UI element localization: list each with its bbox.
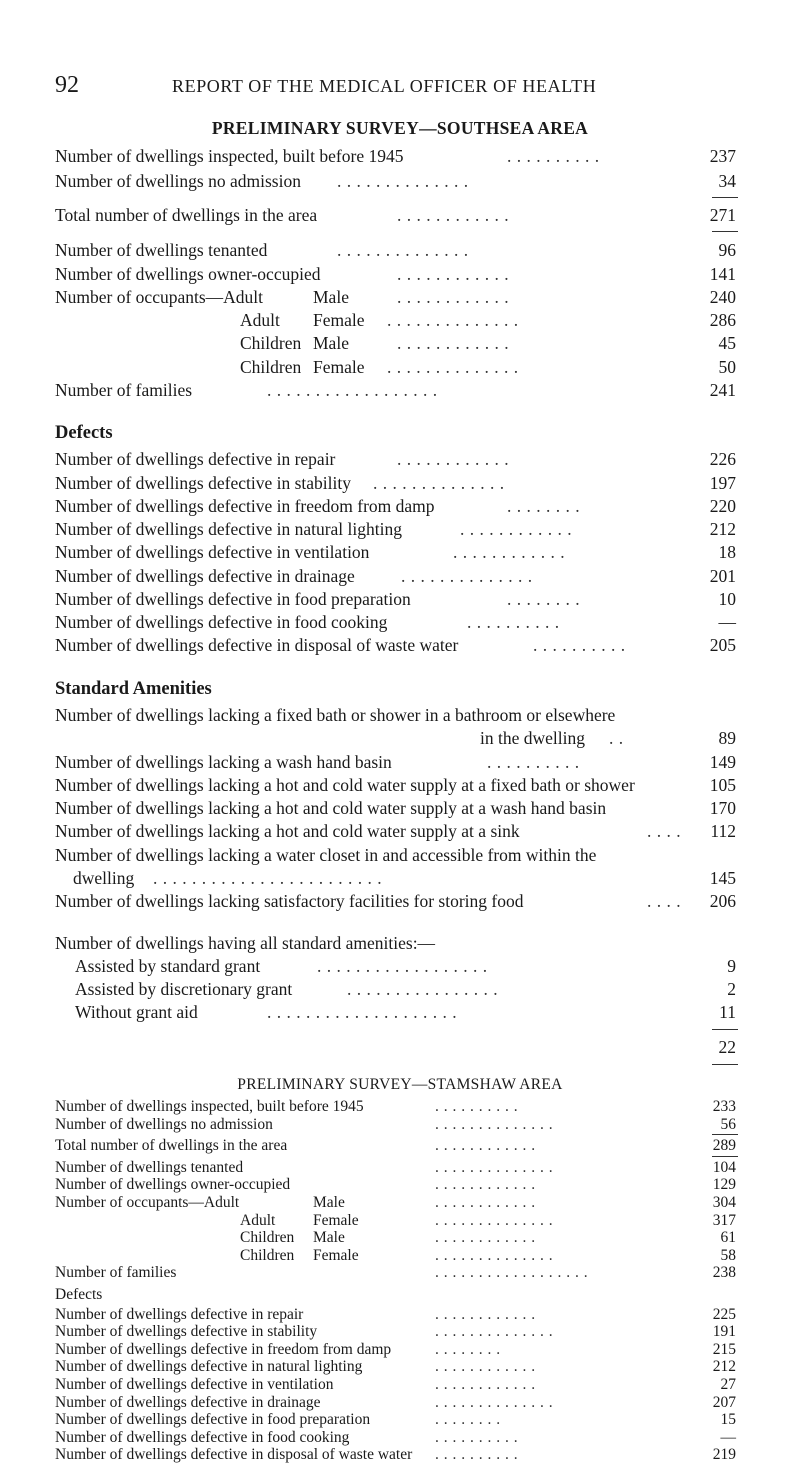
row-label: Number of dwellings lacking a hot and cold water supply at a wash hand basin <box>55 798 607 819</box>
subtotal-rule <box>712 1134 738 1135</box>
leader-dots: . . <box>609 728 624 749</box>
row-label: Number of dwellings defective in freedom from damp <box>55 1340 392 1358</box>
leader-dots: . . . . . . . . . . . . . . <box>435 1323 554 1341</box>
row-value: 34 <box>718 170 736 191</box>
southsea-no-admission-row <box>55 170 736 192</box>
row-category: Children <box>240 333 302 354</box>
row-label: Number of dwellings defective in stability <box>55 1323 318 1341</box>
leader-dots: . . . . . . . . . . . . . . <box>373 472 505 493</box>
stamshaw-occupants-children-male-row <box>55 1229 736 1247</box>
row-value: 237 <box>709 146 736 167</box>
row-value: 205 <box>709 635 736 656</box>
row-value: 149 <box>709 751 736 772</box>
row-label: Number of dwellings defective in food preparation <box>55 1411 371 1429</box>
stamshaw-section-title: PRELIMINARY SURVEY—STAMSHAW AREA <box>237 1076 563 1093</box>
southsea-amenity-fixed-bath-cont-row <box>55 727 736 749</box>
southsea-amenity-wc-row <box>55 844 736 866</box>
row-value: 22 <box>718 1036 736 1057</box>
row-label: Number of dwellings lacking a water closet in and accessible from within the <box>55 844 597 865</box>
row-value: 191 <box>712 1323 736 1341</box>
leader-dots: . . . . . . . . . . <box>467 612 560 633</box>
leader-dots: . . . . . . . . . . . . <box>397 286 510 307</box>
row-label: Number of dwellings defective in disposal of waste water <box>55 1446 413 1464</box>
southsea-defect-row <box>55 518 736 540</box>
southsea-amenity-row <box>55 774 736 796</box>
stamshaw-occupants-adult-male-row <box>55 1194 736 1212</box>
southsea-defect-row <box>55 611 736 633</box>
leader-dots: . . . . . . . . . . . . . . <box>435 1158 554 1176</box>
subtotal-rule <box>712 1029 738 1030</box>
southsea-amenities-heading: Standard Amenities <box>55 678 212 699</box>
leader-dots: . . . . . . . . <box>435 1340 501 1358</box>
row-value: — <box>720 1428 736 1446</box>
row-value: — <box>718 612 736 633</box>
leader-dots: . . . . . . . . . . . . <box>435 1305 536 1323</box>
row-value: 271 <box>709 204 736 225</box>
row-category: Adult <box>240 310 280 331</box>
stamshaw-occupants-adult-female-row <box>55 1212 736 1230</box>
southsea-occupants-adult-male-row <box>55 286 736 308</box>
row-label: Number of dwellings owner-occupied <box>55 263 321 284</box>
row-label: Number of dwellings defective in food preparation <box>55 588 411 609</box>
row-value: 50 <box>718 356 736 377</box>
stamshaw-occupants-children-female-row <box>55 1247 736 1265</box>
leader-dots: . . . . . . . . . . <box>487 751 580 772</box>
leader-dots: . . . . . . . . . . . . . . <box>435 1393 554 1411</box>
southsea-all-amenities-row <box>55 1001 736 1023</box>
southsea-defects-heading: Defects <box>55 423 113 444</box>
row-sex: Male <box>313 1194 345 1211</box>
southsea-defect-row <box>55 541 736 563</box>
row-label: Number of dwellings inspected, built before 1945 <box>55 1098 364 1115</box>
row-value: 170 <box>709 798 736 819</box>
row-value: 289 <box>712 1137 736 1155</box>
leader-dots: . . . . . . . . . . . . <box>397 204 510 225</box>
occupants-label: Number of occupants—Adult <box>55 1194 240 1211</box>
row-value: 11 <box>719 1002 736 1023</box>
row-value: 129 <box>712 1176 736 1194</box>
stamshaw-defect-row <box>55 1376 736 1394</box>
stamshaw-tenanted-row <box>55 1159 736 1177</box>
row-label: Number of dwellings defective in natural lighting <box>55 1358 363 1376</box>
leader-dots: . . . . . . . . . . . . <box>435 1137 536 1155</box>
southsea-inspected-row <box>55 145 736 167</box>
southsea-total-row <box>55 204 736 226</box>
row-value: 45 <box>718 333 736 354</box>
southsea-section-title: PRELIMINARY SURVEY—SOUTHSEA AREA <box>211 118 589 138</box>
row-label-cont: dwelling <box>73 867 135 888</box>
leader-dots: . . . . . . . . . . . . <box>397 263 510 284</box>
row-value: 226 <box>709 449 736 470</box>
row-label: Assisted by discretionary grant <box>75 979 293 1000</box>
leader-dots: . . . . . . . . . . . . <box>435 1358 536 1376</box>
leader-dots: . . . . . . . . . . . . <box>460 519 573 540</box>
stamshaw-defect-row <box>55 1306 736 1324</box>
row-value: 10 <box>718 588 736 609</box>
row-value: 56 <box>720 1115 736 1133</box>
row-value: 219 <box>712 1446 736 1464</box>
leader-dots: . . . . . . . . . . <box>507 146 600 167</box>
row-value: 61 <box>720 1229 736 1247</box>
row-label: Number of dwellings lacking a fixed bath or shower in a bathroom or elsewhere <box>55 705 616 726</box>
row-value: 112 <box>710 821 736 842</box>
row-value: 207 <box>712 1393 736 1411</box>
leader-dots: . . . . <box>647 821 682 842</box>
row-value: 89 <box>718 728 736 749</box>
row-value: 225 <box>712 1305 736 1323</box>
row-value: 2 <box>727 979 736 1000</box>
southsea-amenity-row <box>55 890 736 912</box>
row-label: Number of dwellings lacking a hot and cold water supply at a sink <box>55 821 520 842</box>
stamshaw-defect-row <box>55 1323 736 1341</box>
leader-dots: . . . . . . . . . . . . . . . . . . . . . . . . <box>153 867 383 888</box>
southsea-occupants-adult-female-row <box>55 309 736 331</box>
page-number: 92 <box>55 72 79 98</box>
stamshaw-defect-row <box>55 1411 736 1429</box>
row-sex: Female <box>313 1211 359 1229</box>
row-label: Number of families <box>55 379 193 400</box>
row-label: Number of dwellings lacking a hot and cold water supply at a fixed bath or shower <box>55 774 635 795</box>
row-label: Number of dwellings no admission <box>55 1115 273 1133</box>
row-label: Number of dwellings having all standard amenities:— <box>55 932 436 953</box>
total-rule <box>712 1064 738 1065</box>
southsea-amenity-row <box>55 820 736 842</box>
leader-dots: . . . . . . . . . . <box>435 1428 519 1446</box>
row-sex: Female <box>313 310 365 331</box>
leader-dots: . . . . . . . . . . . . <box>435 1194 536 1211</box>
row-label: Number of dwellings no admission <box>55 170 301 191</box>
southsea-defect-row <box>55 472 736 494</box>
row-label: Number of dwellings defective in stability <box>55 472 351 493</box>
row-value: 18 <box>718 542 736 563</box>
leader-dots: . . . . . . . . . . . . . . <box>435 1115 554 1133</box>
row-label: Number of dwellings defective in freedom from damp <box>55 495 435 516</box>
row-label: Total number of dwellings in the area <box>55 204 318 225</box>
stamshaw-defects-heading: Defects <box>55 1286 103 1303</box>
leader-dots: . . . . . . . . . . . . . . <box>337 240 469 261</box>
southsea-amenity-fixed-bath-row <box>55 704 736 726</box>
running-head: REPORT OF THE MEDICAL OFFICER OF HEALTH <box>172 76 597 96</box>
stamshaw-defect-row <box>55 1429 736 1447</box>
row-value: 240 <box>709 286 736 307</box>
row-value: 9 <box>727 955 736 976</box>
leader-dots: . . . . . . . . . . . . . . <box>387 356 519 377</box>
row-value: 104 <box>712 1158 736 1176</box>
row-label: Number of dwellings defective in drainage <box>55 565 355 586</box>
leader-dots: . . . . . . . . . . . . <box>435 1229 536 1247</box>
page-header <box>0 72 800 102</box>
row-value: 286 <box>709 310 736 331</box>
row-label: Number of dwellings defective in drainage <box>55 1393 321 1411</box>
row-label: Number of dwellings defective in ventilation <box>55 542 370 563</box>
stamshaw-inspected-row <box>55 1098 736 1116</box>
row-value: 58 <box>720 1246 736 1264</box>
southsea-occupants-children-female-row <box>55 356 736 378</box>
row-sex: Male <box>313 333 349 354</box>
row-value: 206 <box>709 891 736 912</box>
row-sex: Female <box>313 356 365 377</box>
row-label: Without grant aid <box>75 1002 198 1023</box>
row-label: Number of dwellings defective in repair <box>55 449 336 470</box>
stamshaw-defect-row <box>55 1394 736 1412</box>
leader-dots: . . . . . . . . . . . . . . . . <box>347 979 499 1000</box>
row-label: Number of families <box>55 1264 177 1282</box>
stamshaw-owner-occupied-row <box>55 1176 736 1194</box>
row-sex: Male <box>313 1229 345 1247</box>
row-label: Number of dwellings lacking a wash hand basin <box>55 751 392 772</box>
subtotal-rule <box>712 197 738 198</box>
leader-dots: . . . . . . . . . . . . <box>397 449 510 470</box>
leader-dots: . . . . . . . . . . . . . . . . . . . . <box>267 1002 458 1023</box>
stamshaw-families-row <box>55 1264 736 1282</box>
row-label: Number of dwellings defective in food cooking <box>55 612 388 633</box>
leader-dots: . . . . . . . . . . . . . . <box>401 565 533 586</box>
southsea-all-amenities-heading <box>55 932 736 954</box>
stamshaw-defect-row <box>55 1446 736 1464</box>
row-label: Number of dwellings defective in repair <box>55 1305 304 1323</box>
leader-dots: . . . . . . . . . . . . <box>435 1376 536 1393</box>
stamshaw-total-row <box>55 1137 736 1155</box>
stamshaw-defect-row <box>55 1358 736 1376</box>
southsea-tenanted-row <box>55 239 736 261</box>
leader-dots: . . . . . . . . <box>507 495 581 516</box>
southsea-defect-row <box>55 634 736 656</box>
southsea-amenity-wc-cont-row <box>55 867 736 889</box>
row-value: 317 <box>712 1211 736 1229</box>
leader-dots: . . . . . . . . <box>507 588 581 609</box>
total-rule <box>712 1156 738 1157</box>
row-sex: Female <box>313 1246 359 1264</box>
row-category: Children <box>240 1229 295 1247</box>
row-label: Number of dwellings defective in natural lighting <box>55 519 402 540</box>
row-value: 141 <box>709 263 736 284</box>
row-value: 212 <box>709 519 736 540</box>
southsea-amenity-row <box>55 751 736 773</box>
row-value: 201 <box>709 565 736 586</box>
southsea-defect-row <box>55 565 736 587</box>
southsea-defect-row <box>55 588 736 610</box>
row-value: 304 <box>712 1194 736 1211</box>
leader-dots: . . . . . . . . . . . . . . <box>435 1211 554 1229</box>
row-value: 220 <box>709 495 736 516</box>
row-label-cont: in the dwelling <box>480 728 585 749</box>
stamshaw-defect-row <box>55 1341 736 1359</box>
row-category: Children <box>240 1246 295 1264</box>
southsea-families-row <box>55 379 736 401</box>
row-label: Total number of dwellings in the area <box>55 1137 288 1155</box>
leader-dots: . . . . <box>647 891 682 912</box>
leader-dots: . . . . . . . . . . . . . . . . . . <box>435 1264 589 1282</box>
row-value: 145 <box>709 867 736 888</box>
row-value: 241 <box>709 379 736 400</box>
row-label: Number of dwellings defective in food cooking <box>55 1428 350 1446</box>
southsea-all-amenities-row <box>55 978 736 1000</box>
leader-dots: . . . . . . . . . . . . . . <box>435 1246 554 1264</box>
row-label: Number of dwellings inspected, built before 1945 <box>55 146 404 167</box>
southsea-all-amenities-total-row <box>55 1036 736 1058</box>
row-label: Number of dwellings owner-occupied <box>55 1176 291 1194</box>
row-label: Number of dwellings tenanted <box>55 1158 244 1176</box>
southsea-defect-row <box>55 448 736 470</box>
row-value: 27 <box>720 1376 736 1393</box>
leader-dots: . . . . . . . . . . . . . . . . . . <box>317 955 488 976</box>
southsea-occupants-children-male-row <box>55 332 736 354</box>
row-label: Number of dwellings lacking satisfactory facilities for storing food <box>55 891 524 912</box>
row-value: 233 <box>712 1098 736 1115</box>
row-label: Number of dwellings defective in ventilation <box>55 1376 334 1393</box>
stamshaw-no-admission-row <box>55 1116 736 1134</box>
leader-dots: . . . . . . . . . . . . . . . . . . <box>267 379 438 400</box>
leader-dots: . . . . . . . . . . . . . . <box>387 310 519 331</box>
leader-dots: . . . . . . . . . . . . <box>397 333 510 354</box>
row-value: 105 <box>709 774 736 795</box>
occupants-label: Number of occupants—Adult <box>55 286 264 307</box>
leader-dots: . . . . . . . . . . . . . . <box>337 170 469 191</box>
leader-dots: . . . . . . . . . . <box>533 635 626 656</box>
leader-dots: . . . . . . . . . . . . <box>453 542 566 563</box>
leader-dots: . . . . . . . . . . <box>435 1098 519 1115</box>
leader-dots: . . . . . . . . . . <box>435 1446 519 1464</box>
row-category: Children <box>240 356 302 377</box>
southsea-amenity-row <box>55 797 736 819</box>
row-label: Number of dwellings tenanted <box>55 240 268 261</box>
southsea-defect-row <box>55 495 736 517</box>
row-sex: Male <box>313 286 349 307</box>
row-value: 212 <box>712 1358 736 1376</box>
southsea-all-amenities-row <box>55 955 736 977</box>
row-label: Assisted by standard grant <box>75 955 261 976</box>
row-label: Number of dwellings defective in disposal of waste water <box>55 635 459 656</box>
leader-dots: . . . . . . . . <box>435 1411 501 1429</box>
row-value: 215 <box>712 1340 736 1358</box>
row-value: 197 <box>709 472 736 493</box>
row-category: Adult <box>240 1211 276 1229</box>
southsea-owner-occupied-row <box>55 263 736 285</box>
row-value: 96 <box>718 240 736 261</box>
row-value: 238 <box>712 1264 736 1282</box>
leader-dots: . . . . . . . . . . . . <box>435 1176 536 1194</box>
row-value: 15 <box>720 1411 736 1429</box>
total-rule <box>712 231 738 232</box>
